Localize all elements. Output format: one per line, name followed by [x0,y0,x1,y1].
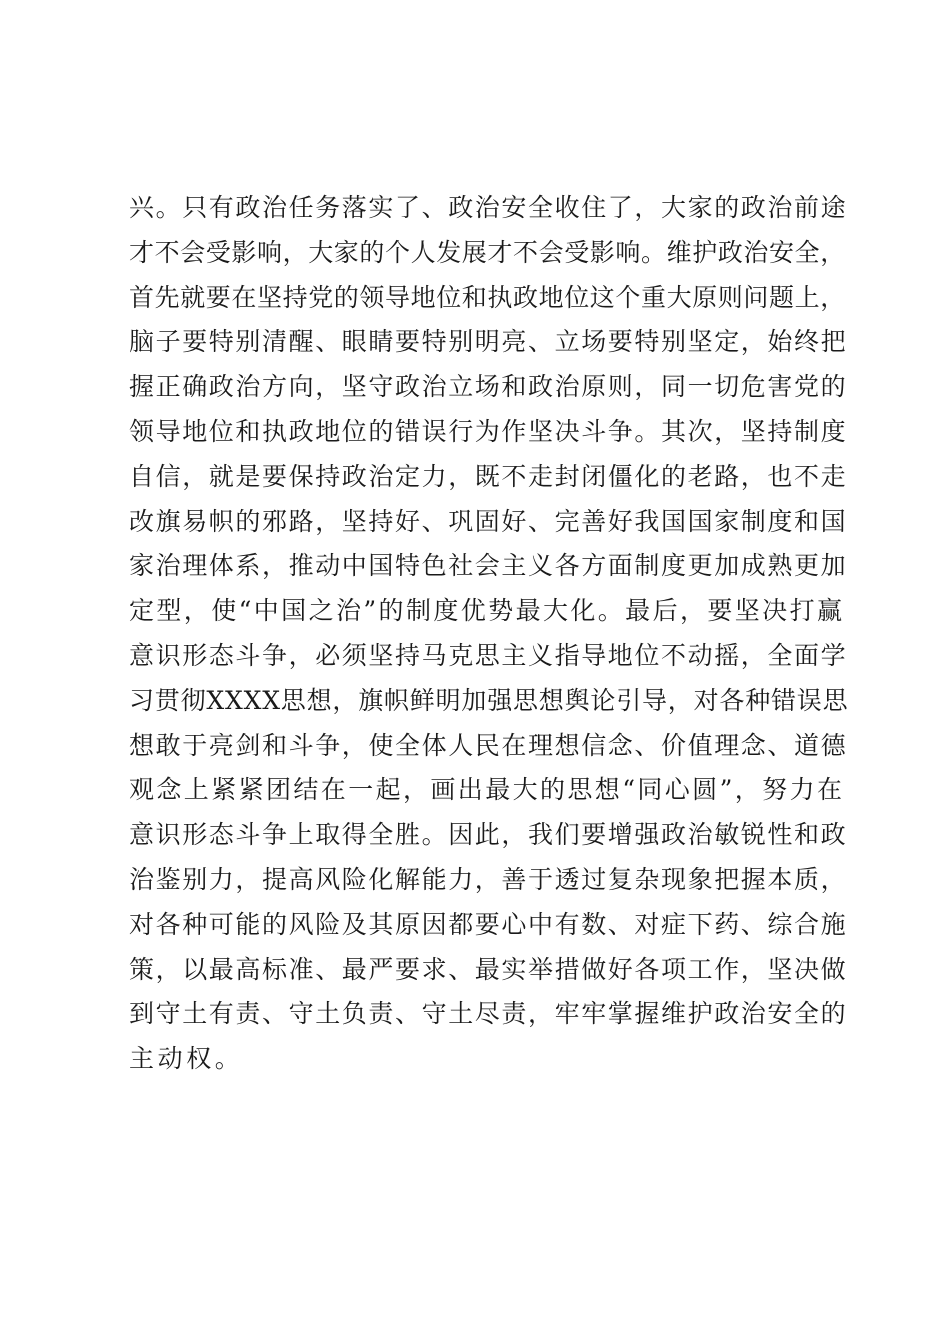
text-line: 到守土有责、守土负责、守土尽责，牢牢掌握维护政治安全的 [129,999,848,1029]
text-line: 兴。只有政治任务落实了、政治安全收住了，大家的政治前途 [129,193,848,222]
text-line: 脑子要特别清醒、眼睛要特别明亮、立场要特别坚定，始终把 [129,327,848,357]
text-line: 观念上紧紧团结在一起，画出最大的思想“同心圆”，努力在 [129,775,845,805]
text-line: 才不会受影响，大家的个人发展才不会受影响。维护政治安全， [129,237,846,267]
text-line: 意识形态斗争，必须坚持马克思主义指导地位不动摇，全面学 [129,640,848,670]
text-line: 握正确政治方向，坚守政治立场和政治原则，同一切危害党的 [129,372,848,402]
text-line: 领导地位和执政地位的错误行为作坚决斗争。其次，坚持制度 [129,416,848,446]
body-paragraph [129,186,849,1082]
text-line: 家治理体系，推动中国特色社会主义各方面制度更加成熟更加 [129,551,848,581]
text-line: 对各种可能的风险及其原因都要心中有数、对症下药、综合施 [129,909,848,939]
text-line: 自信，就是要保持政治定力，既不走封闭僵化的老路，也不走 [129,461,848,491]
text-line: 改旗易帜的邪路，坚持好、巩固好、完善好我国国家制度和国 [129,506,848,536]
text-line: 主动权。 [129,1044,244,1074]
text-line: 意识形态斗争上取得全胜。因此，我们要增强政治敏锐性和政 [129,820,848,850]
text-line: 想敢于亮剑和斗争，使全体人民在理想信念、价值理念、道德 [129,730,848,760]
text-line: 策，以最高标准、最严要求、最实举措做好各项工作，坚决做 [129,954,848,984]
text-line: 习贯彻XXXX思想，旗帜鲜明加强思想舆论引导，对各种错误思 [129,685,849,715]
text-line: 治鉴别力，提高风险化解能力，善于透过复杂现象把握本质， [129,864,848,894]
text-line: 首先就要在坚持党的领导地位和执政地位这个重大原则问题上， [129,282,846,312]
text-line: 定型，使“中国之治”的制度优势最大化。最后，要坚决打赢 [129,596,845,626]
